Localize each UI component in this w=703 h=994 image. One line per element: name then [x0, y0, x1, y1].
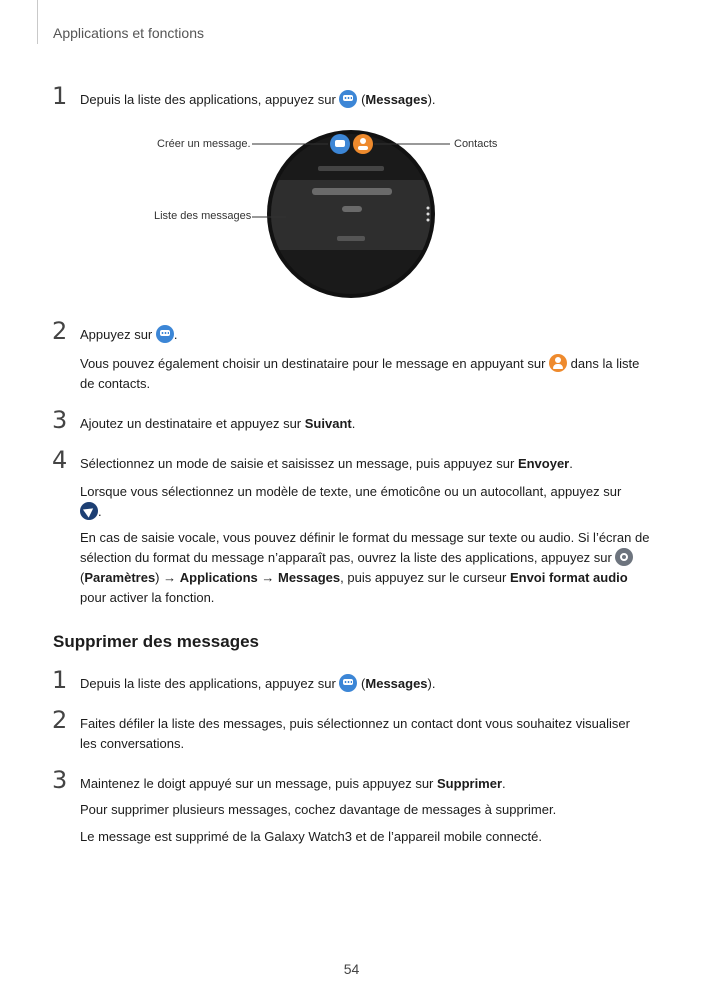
- step-4-note-a: [80, 482, 640, 522]
- step-text: [80, 325, 650, 345]
- note-pre: En cas de saisie vocale, vous pouvez définir le format du message sur texte ou audio. Si l’écran de sélection du format du message n’apparaît pas, ouvrez la liste des applications, appuyez sur: [80, 530, 650, 565]
- contacts-icon: [549, 354, 567, 372]
- step-text-pre: Depuis la liste des applications, appuyez sur: [80, 676, 336, 691]
- step-number: 3: [52, 766, 68, 794]
- settings-gear-icon: [615, 548, 633, 566]
- page-number: 54: [343, 961, 360, 977]
- step-4-note-b: En cas de saisie vocale, vous pouvez définir le format du message sur texte ou audio. Si l’écran de sélection du format du message n’apparaît pas, ouvrez la liste des applications, appuyez sur (Paramètres) → Applications → Messages, puis appuyez sur le curseur Envoi format audio pour activer la fonction.: [80, 530, 650, 605]
- note-post: dans la liste de contacts.: [80, 356, 640, 391]
- step-text-pre: Sélectionnez un mode de saisie et saisissez un message, puis appuyez sur: [80, 456, 515, 471]
- step-b3-note-a: Pour supprimer plusieurs messages, cochez davantage de messages à supprimer.: [80, 802, 557, 817]
- bold-term: Suivant: [304, 416, 352, 431]
- callout-create: Créer un message.: [157, 138, 251, 150]
- watch-figure: [0, 120, 703, 320]
- arrow-text: ) →: [155, 570, 180, 585]
- note-pre: Lorsque vous sélectionnez un modèle de texte, une émoticône ou un autocollant, appuyez sur: [80, 484, 622, 499]
- step-text-post: .: [502, 776, 506, 791]
- paren: (: [361, 92, 366, 107]
- step-number: 2: [52, 317, 68, 345]
- note-post: .: [98, 504, 102, 519]
- callout-list: Liste des messages: [154, 210, 252, 222]
- step-text-pre: Appuyez sur: [80, 327, 153, 342]
- messages-icon: [339, 90, 357, 108]
- note-mid: , puis appuyez sur le curseur: [340, 570, 510, 585]
- step-number: 4: [52, 446, 68, 474]
- step-text-post: ).: [427, 92, 436, 107]
- step-text: Depuis la liste des applications, appuyez sur (Messages).: [80, 676, 436, 691]
- bold-term: Messages: [277, 570, 341, 585]
- step-text: [80, 414, 650, 434]
- bold-term: Messages: [365, 92, 428, 107]
- step-text-post: .: [569, 456, 573, 471]
- bold-term: Paramètres: [84, 570, 156, 585]
- send-icon: [80, 502, 98, 520]
- step-text-post: .: [173, 327, 178, 342]
- step-text: [80, 454, 650, 474]
- step-number: 1: [52, 82, 68, 110]
- step-text-pre: Depuis la liste des applications, appuyez sur: [80, 92, 336, 107]
- arrow-text: →: [257, 570, 278, 585]
- step-text-pre: Maintenez le doigt appuyé sur un message, puis appuyez sur: [80, 776, 434, 791]
- step-2-note: [80, 354, 655, 394]
- note-post: pour activer la fonction.: [80, 590, 215, 605]
- bold-term: Envoi format audio: [509, 570, 628, 585]
- messages-icon: [339, 674, 357, 692]
- section-title: Supprimer des messages: [53, 632, 259, 651]
- header-rule: [37, 0, 38, 44]
- step-text: Faites défiler la liste des messages, puis sélectionnez un contact dont vous souhaitez visualiser les conversations.: [80, 716, 630, 751]
- step-text-post: ).: [427, 676, 436, 691]
- bold-term: Supprimer: [437, 776, 503, 791]
- step-number: 1: [52, 666, 68, 694]
- page-header: Applications et fonctions: [53, 25, 204, 41]
- callout-contacts: Contacts: [454, 138, 498, 150]
- step-text-post: .: [351, 416, 356, 431]
- step-number: 3: [52, 406, 68, 434]
- compose-icon: [156, 325, 174, 343]
- step-text: [80, 774, 650, 794]
- bold-term: Messages: [365, 676, 428, 691]
- step-number: 2: [52, 706, 68, 734]
- step-text-pre: Ajoutez un destinataire et appuyez sur: [80, 416, 302, 431]
- bold-term: Envoyer: [517, 456, 570, 471]
- watch-illustration: [0, 120, 703, 320]
- bold-term: Applications: [179, 570, 258, 585]
- step-text: [80, 90, 650, 110]
- step-b3-note-b: Le message est supprimé de la Galaxy Watch3 et de l’appareil mobile connecté.: [80, 829, 542, 844]
- note-pre: Vous pouvez également choisir un destinataire pour le message en appuyant sur: [80, 356, 546, 371]
